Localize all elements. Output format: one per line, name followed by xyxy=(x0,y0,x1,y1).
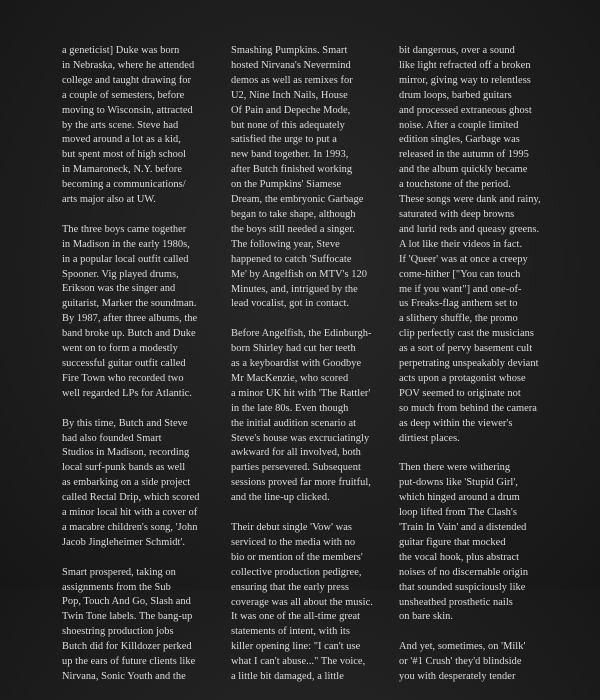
text-line: Mr MacKenzie, who scored xyxy=(231,372,349,384)
text-line: went on to form a modestly xyxy=(62,343,178,355)
text-line: the boys still needed a singer. xyxy=(231,223,355,235)
text-line: bit dangerous, over a sound xyxy=(399,45,515,56)
paragraph xyxy=(399,640,559,685)
text-line: noise. After a couple limited xyxy=(399,119,519,131)
text-line: bio or mention of the members' xyxy=(231,551,363,563)
text-line: and lurid reds and queasy greens. xyxy=(399,223,540,235)
text-line: in Mamaroneck, N.Y. before xyxy=(62,164,182,176)
text-line: If 'Queer' was at once a creepy xyxy=(399,253,528,265)
text-line: come-hither ["You can touch xyxy=(399,268,521,280)
text-line: a minor UK hit with 'The Rattler' xyxy=(231,387,371,399)
text-line: college and taught drawing for xyxy=(62,74,192,86)
text-line: Fire Town who recorded two xyxy=(62,372,184,384)
text-line: put-downs like 'Stupid Girl', xyxy=(399,477,518,489)
text-line: mirror, giving way to relentless xyxy=(399,74,531,86)
text-line: called Rectal Drip, which scored xyxy=(62,492,200,504)
text-line: a touchstone of the period. xyxy=(399,179,511,191)
text-line: had also founded Smart xyxy=(62,432,162,444)
text-line: drum loops, barbed guitars xyxy=(399,89,512,101)
text-line: coverage was all about the music. xyxy=(231,596,373,608)
text-line: awkward for all involved, both xyxy=(231,447,361,459)
text-line: The three boys came together xyxy=(62,223,187,235)
text-line: U2, Nine Inch Nails, House xyxy=(231,89,348,101)
paragraph xyxy=(62,566,222,685)
text-line: successful guitar outfit called xyxy=(62,358,186,370)
text-line: demos as well as remixes for xyxy=(231,74,353,86)
text-line: sessions proved far more fruitful, xyxy=(231,477,371,489)
text-line: loop lifted from The Clash's xyxy=(399,507,517,519)
paragraph xyxy=(62,223,222,402)
text-line: satisfied the urge to put a xyxy=(231,134,337,146)
text-line: becoming a communications/ xyxy=(62,179,186,191)
text-line: serviced to the media with no xyxy=(231,536,356,548)
paragraph xyxy=(231,44,391,312)
text-line: but none of this adequately xyxy=(231,119,345,131)
text-line: acts upon a protagonist whose xyxy=(399,372,526,384)
text-line: Of Pain and Depeche Mode, xyxy=(231,104,351,116)
text-line: born Shirley had cut her teeth xyxy=(231,343,356,355)
text-line: POV seemed to originate not xyxy=(399,387,521,399)
text-line: By 1987, after three albums, the xyxy=(62,313,198,325)
text-line: Smart prospered, taking on xyxy=(62,566,176,578)
text-line: guitarist, Marker the soundman. xyxy=(62,298,197,310)
text-line: Erikson was the singer and xyxy=(62,283,176,295)
text-line: after Butch finished working xyxy=(231,164,353,176)
text-line: moving to Wisconsin, attracted xyxy=(62,104,193,116)
text-line: in Nebraska, where he attended xyxy=(62,59,195,71)
text-line: you with desperately tender xyxy=(399,671,516,683)
text-line: Me' by Angelfish on MTV's 120 xyxy=(231,268,367,280)
text-column-2 xyxy=(231,44,391,700)
text-line: that sounded suspiciously like xyxy=(399,581,526,593)
text-line: which hinged around a drum xyxy=(399,492,520,504)
text-line: as embarking on a side project xyxy=(62,477,191,489)
text-line: Minutes, and, intrigued by the xyxy=(231,283,358,295)
text-line: as a keyboardist with Goodbye xyxy=(231,358,362,370)
text-line: It was one of the all-time great xyxy=(231,611,361,623)
text-column-1 xyxy=(62,44,222,700)
text-line: in the late 80s. Even though xyxy=(231,402,349,414)
text-line: on the Pumpkins' Siamese xyxy=(231,179,342,191)
text-line: Steve's house was excruciatingly xyxy=(231,432,370,444)
text-line: and the album quickly became xyxy=(399,164,528,176)
text-line: assignments from the Sub xyxy=(62,581,171,593)
text-line: like light refracted off a broken xyxy=(399,59,531,71)
text-line: A lot like their videos in fact. xyxy=(399,238,523,250)
text-line: Butch did for Killdozer perked xyxy=(62,641,192,653)
text-line: clip perfectly cast the musicians xyxy=(399,328,534,340)
text-line: killer opening line: "I can't use xyxy=(231,641,361,653)
text-line: Studios in Madison, recording xyxy=(62,447,190,459)
text-line: ensuring that the early press xyxy=(231,581,350,593)
text-line: on bare skin. xyxy=(399,611,454,623)
text-line: a geneticist] Duke was born xyxy=(62,45,180,56)
text-line: noises of no discernable origin xyxy=(399,566,529,578)
paragraph xyxy=(62,44,222,208)
text-line: parties persevered. Subsequent xyxy=(231,462,361,474)
text-line: but spent most of high school xyxy=(62,149,187,161)
text-line: statements of intent, with its xyxy=(231,626,350,638)
text-line: and the line-up clicked. xyxy=(231,492,330,504)
text-line: or '#1 Crush' they'd blindside xyxy=(399,656,522,668)
text-line: in Madison in the early 1980s, xyxy=(62,238,190,250)
text-line: released in the autumn of 1995 xyxy=(399,149,529,161)
text-line: Before Angelfish, the Edinburgh- xyxy=(231,328,372,340)
text-line: 'Train In Vain' and a distended xyxy=(399,521,527,533)
text-line: the vocal hook, plus abstract xyxy=(399,551,520,563)
text-line: up the ears of future clients like xyxy=(62,656,196,668)
text-line: what I can't abuse..." The voice, xyxy=(231,656,366,668)
text-line: me if you want"] and one-of- xyxy=(399,283,522,295)
text-line: a little bit damaged, a little xyxy=(231,671,344,683)
text-line: a minor local hit with a cover of xyxy=(62,507,198,519)
text-line: Jacob Jingleheimer Schmidt'. xyxy=(62,536,186,548)
text-line: The following year, Steve xyxy=(231,238,340,250)
text-line: lead vocalist, got in contact. xyxy=(231,298,350,310)
paragraph xyxy=(399,44,559,446)
text-line: moved around a lot as a kid, xyxy=(62,134,181,146)
text-line: saturated with deep browns xyxy=(399,208,515,220)
text-line: perpetrating unspeakably deviant xyxy=(399,358,539,370)
text-line: hosted Nirvana's Nevermind xyxy=(231,59,351,71)
text-line: unsheathed prosthetic nails xyxy=(399,596,513,608)
text-line: in a popular local outfit called xyxy=(62,253,189,265)
text-line: edition singles, Garbage was xyxy=(399,134,520,146)
paragraph xyxy=(231,327,391,506)
text-line: a macabre children's song, 'John xyxy=(62,521,198,533)
text-line: new band together. In 1993, xyxy=(231,149,349,161)
text-line: Then there were withering xyxy=(399,462,511,474)
paragraph xyxy=(62,417,222,551)
text-line: These songs were dank and rainy, xyxy=(399,194,541,206)
paragraph xyxy=(231,521,391,685)
text-line: Smashing Pumpkins. Smart xyxy=(231,45,348,56)
paragraph xyxy=(399,461,559,625)
text-line: Dream, the embryonic Garbage xyxy=(231,194,364,206)
text-line: And yet, sometimes, on 'Milk' xyxy=(399,641,526,653)
text-line: dirtiest places. xyxy=(399,432,460,444)
text-line: Their debut single 'Vow' was xyxy=(231,521,352,533)
text-line: collective production pedigree, xyxy=(231,566,362,578)
text-line: Spooner. Vig played drums, xyxy=(62,268,179,280)
text-line: local surf-punk bands as well xyxy=(62,462,186,474)
text-line: Pop, Touch And Go, Slash and xyxy=(62,596,191,608)
text-line: well regarded LPs for Atlantic. xyxy=(62,387,192,399)
text-line: a slithery shuffle, the promo xyxy=(399,313,518,325)
text-line: By this time, Butch and Steve xyxy=(62,417,188,429)
text-line: a couple of semesters, before xyxy=(62,89,185,101)
text-line: as a sort of pervy basement cult xyxy=(399,343,533,355)
text-line: as deep within the viewer's xyxy=(399,417,513,429)
text-line: Twin Tone labels. The bang-up xyxy=(62,611,193,623)
text-line: guitar figure that mocked xyxy=(399,536,506,548)
text-line: began to take shape, although xyxy=(231,208,356,220)
text-line: arts major also at UW. xyxy=(62,194,156,206)
text-line: happened to catch 'Suffocate xyxy=(231,253,352,265)
text-line: the initial audition scenario at xyxy=(231,417,357,429)
text-line: band broke up. Butch and Duke xyxy=(62,328,196,340)
text-line: us Freaks-flag anthem set to xyxy=(399,298,518,310)
text-line: and processed extraneous ghost xyxy=(399,104,532,116)
text-line: by the arts scene. Steve had xyxy=(62,119,179,131)
text-column-3 xyxy=(399,44,559,700)
text-line: Nirvana, Sonic Youth and the xyxy=(62,671,186,683)
text-line: shoestring production jobs xyxy=(62,626,174,638)
text-line: so much from behind the camera xyxy=(399,402,537,414)
